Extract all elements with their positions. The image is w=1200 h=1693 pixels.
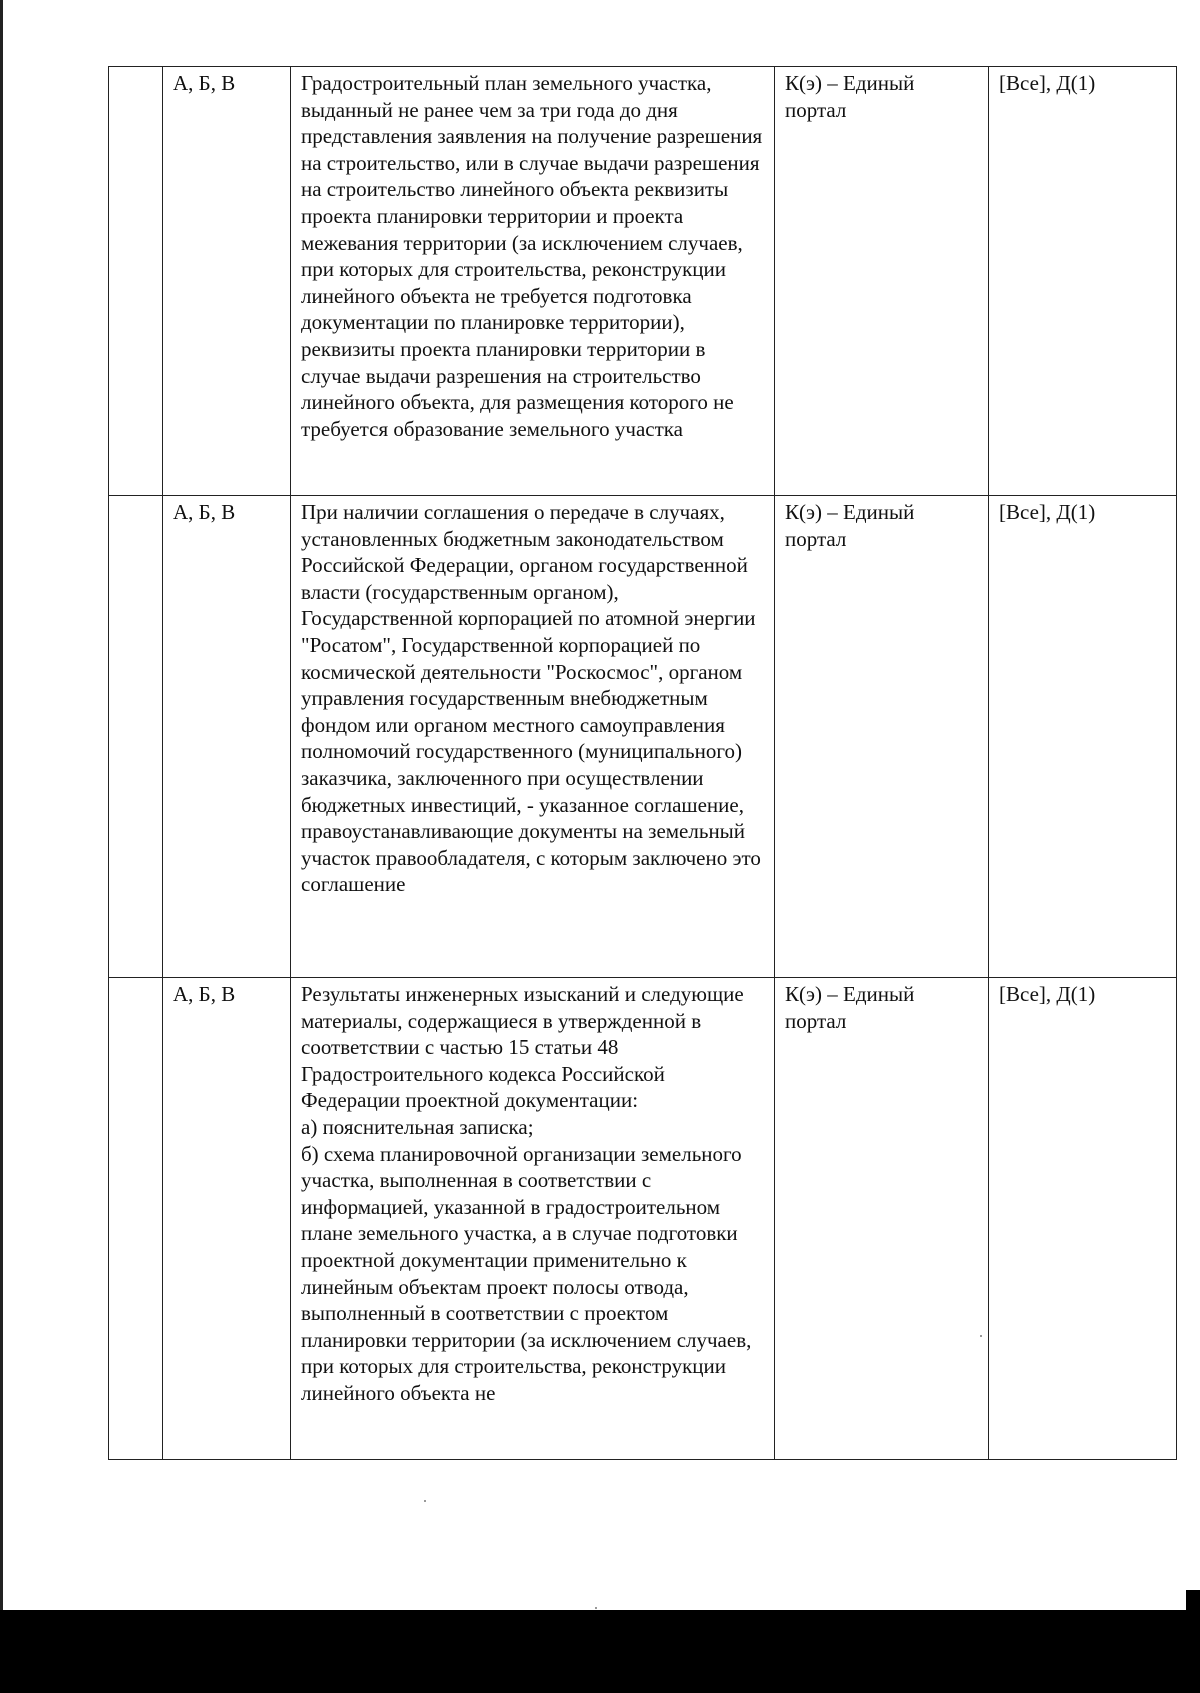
row-number-cell (109, 67, 163, 496)
scan-left-edge (0, 0, 3, 1693)
access-rights-cell: [Все], Д(1) (989, 67, 1177, 496)
applicant-categories-cell: А, Б, В (163, 496, 291, 978)
scan-bottom-black-band (0, 1610, 1200, 1693)
document-description-cell: Градостроительный план земельного участка, выданный не ранее чем за три года до дня представления заявления на получение разрешения на строительство, или в случае выдачи разрешения на строительство линейного объекта реквизиты проекта планировки территории и проекта межевания территории (за исключением случаев, при которых для строительства, реконструкции линейного объекта не требуется подготовка документации по планировке территории), реквизиты проекта планировки территории в случае выдачи разрешения на строительство линейного объекта, для размещения которого не требуется образование земельного участка (291, 67, 775, 496)
row-number-cell (109, 496, 163, 978)
table-row (109, 496, 1177, 978)
submission-channel-cell: К(э) – Единый портал (775, 496, 989, 978)
submission-channel-cell: К(э) – Единый портал (775, 978, 989, 1460)
scan-speck (980, 1335, 982, 1337)
row-number-cell (109, 978, 163, 1460)
scan-right-corner-shadow (1186, 1590, 1200, 1693)
access-rights-cell: [Все], Д(1) (989, 496, 1177, 978)
document-description-cell: При наличии соглашения о передаче в случаях, установленных бюджетным законодательством Российской Федерации, органом государственной власти (государственным органом), Государственной корпорацией по атомной энергии "Росатом", Государственной корпорацией по космической деятельности "Роскосмос", органом управления государственным внебюджетным фондом или органом местного самоуправления полномочий государственного (муниципального) заказчика, заключенного при осуществлении бюджетных инвестиций, - указанное соглашение, правоустанавливающие документы на земельный участок правообладателя, с которым заключено это соглашение (291, 496, 775, 978)
document-description-cell: Результаты инженерных изысканий и следующие материалы, содержащиеся в утвержденной в соответствии с частью 15 статьи 48 Градостроительного кодекса Российской Федерации проектной документации: а) пояснительная записка; б) схема планировочной организации земельного участка, выполненная в соответствии с информацией, указанной в градостроительном плане земельного участка, а в случае подготовки проектной документации применительно к линейным объектам проект полосы отвода, выполненный в соответствии с проектом планировки территории (за исключением случаев, при которых для строительства, реконструкции линейного объекта не (291, 978, 775, 1460)
scan-speck (595, 1607, 597, 1609)
requirements-table (108, 66, 1177, 1460)
scan-speck (424, 1500, 426, 1502)
submission-channel-cell: К(э) – Единый портал (775, 67, 989, 496)
table-row (109, 978, 1177, 1460)
access-rights-cell: [Все], Д(1) (989, 978, 1177, 1460)
applicant-categories-cell: А, Б, В (163, 67, 291, 496)
applicant-categories-cell: А, Б, В (163, 978, 291, 1460)
table-row (109, 67, 1177, 496)
